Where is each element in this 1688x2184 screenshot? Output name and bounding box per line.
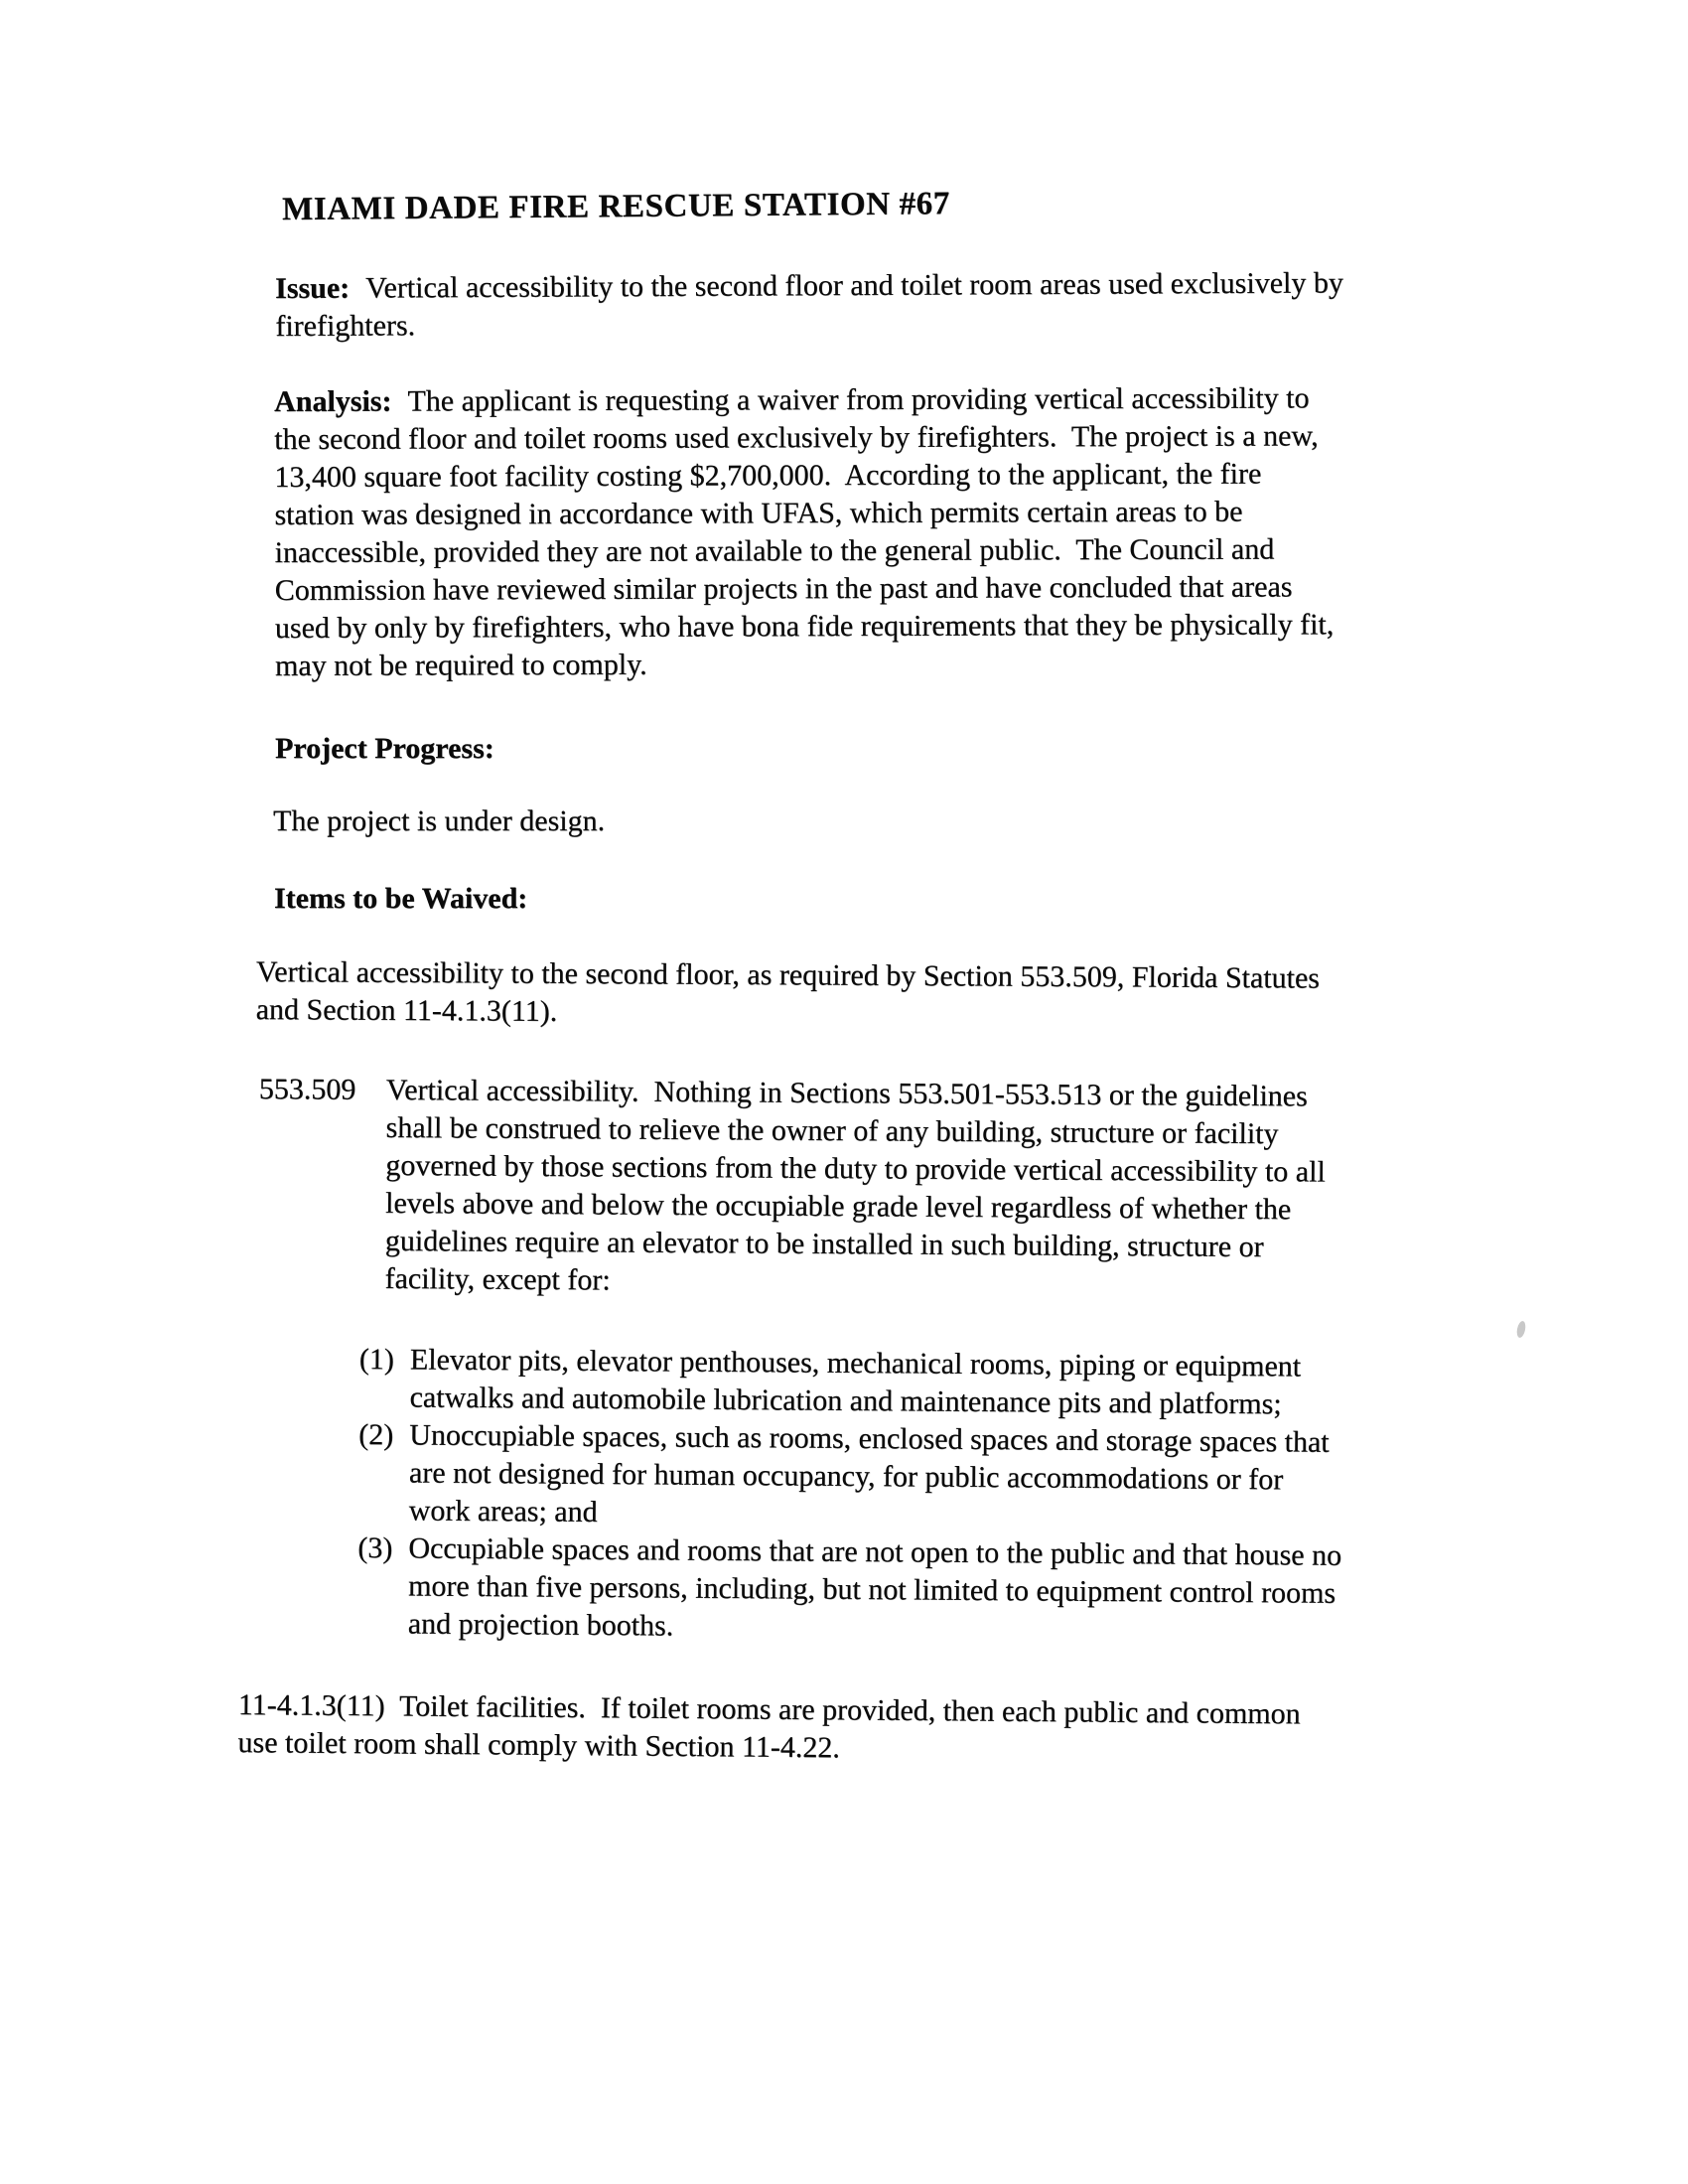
text-line: catwalks and automobile lubrication and maintenance pits and platforms; [409,1381,1282,1421]
text-line: station was designed in accordance with UFAS, which permits certain areas to be [274,495,1243,531]
text-line: Occupiable spaces and rooms that are not open to the public and that house no [408,1531,1342,1572]
statute-11-4-paragraph [237,1686,1300,1771]
exception-text [409,1341,1301,1423]
exception-item [357,1529,1342,1651]
text-line: Vertical accessibility. Nothing in Sections 553.501-553.513 or the guidelines [385,1073,1308,1113]
analysis-first-line [274,379,1334,421]
page-title: MIAMI DADE FIRE RESCUE STATION #67 [281,186,950,227]
exception-item [358,1341,1342,1424]
text-line: are not designed for human occupancy, for public accommodations or for [408,1456,1284,1497]
exception-number: (2) [358,1417,394,1452]
text-line: 13,400 square foot facility costing $2,700,000. According to the applicant, the fire [274,457,1262,494]
text-line: inaccessible, provided they are not available to the general public. The Council and [274,532,1275,569]
text-line: Vertical accessibility to the second floor, as required by Section 553.509, Florida Statutes [255,954,1321,995]
text-line: governed by those sections from the duty to provide vertical accessibility to all [385,1148,1326,1189]
statute-number: 553.509 [258,1073,356,1106]
text-line: shall be construed to relieve the owner of any building, structure or facility [385,1110,1279,1151]
text-line: Elevator pits, elevator penthouses, mechanical rooms, piping or equipment [409,1343,1302,1383]
text-line: 11-4.1.3(11) Toilet facilities. If toilet rooms are provided, then each public and common [237,1687,1301,1731]
issue-first-text: Vertical accessibility to the second floor and toilet room areas used exclusively by [365,266,1343,305]
exceptions-list [357,1341,1343,1651]
text-line: facility, except for: [384,1261,611,1297]
analysis-first-text: The applicant is requesting a waiver from providing vertical accessibility to [407,381,1310,418]
text-line: guidelines require an elevator to be installed in such building, structure or [384,1224,1264,1264]
statute-text [384,1072,1326,1305]
analysis-paragraph [274,379,1334,685]
project-status-text: The project is under design. [273,804,606,837]
text-line: work areas; and [408,1494,598,1529]
text-line: may not be required to comply. [274,648,647,682]
text-line: Commission have reviewed similar projects in the past and have concluded that areas [274,570,1293,607]
text-line: Unoccupiable spaces, such as rooms, enclosed spaces and storage spaces that [409,1418,1330,1459]
issue-label: Issue: [275,271,351,305]
statute-553-509 [257,1071,1326,1304]
exception-text [409,1416,1330,1536]
exception-text [408,1529,1342,1650]
issue-first-line [275,264,1343,308]
waiver-description [256,953,1321,1036]
issue-paragraph [275,264,1343,346]
text-line: firefighters. [275,309,416,343]
analysis-label: Analysis: [274,384,392,418]
text-line: used by only by firefighters, who have bona fide requirements that they be physically fit, [274,608,1335,645]
issue-lines [275,302,1343,346]
text-line: and projection booths. [407,1607,674,1643]
items-to-be-waived-heading: Items to be Waived: [274,882,528,915]
text-line: use toilet room shall comply with Section 11-4.22. [237,1725,840,1765]
text-line: the second floor and toilet rooms used exclusively by firefighters. The project is a new, [274,419,1319,456]
exception-number: (1) [358,1342,394,1377]
text-line: more than five persons, including, but not limited to equipment control rooms [407,1569,1336,1610]
exception-number: (3) [357,1530,393,1565]
scan-artifact [1515,1320,1526,1338]
analysis-lines [274,417,1334,685]
text-line: and Section 11-4.1.3(11). [255,992,558,1028]
text-line: levels above and below the occupiable grade level regardless of whether the [384,1186,1292,1227]
exception-item [358,1416,1343,1537]
project-progress-heading: Project Progress: [275,732,494,765]
